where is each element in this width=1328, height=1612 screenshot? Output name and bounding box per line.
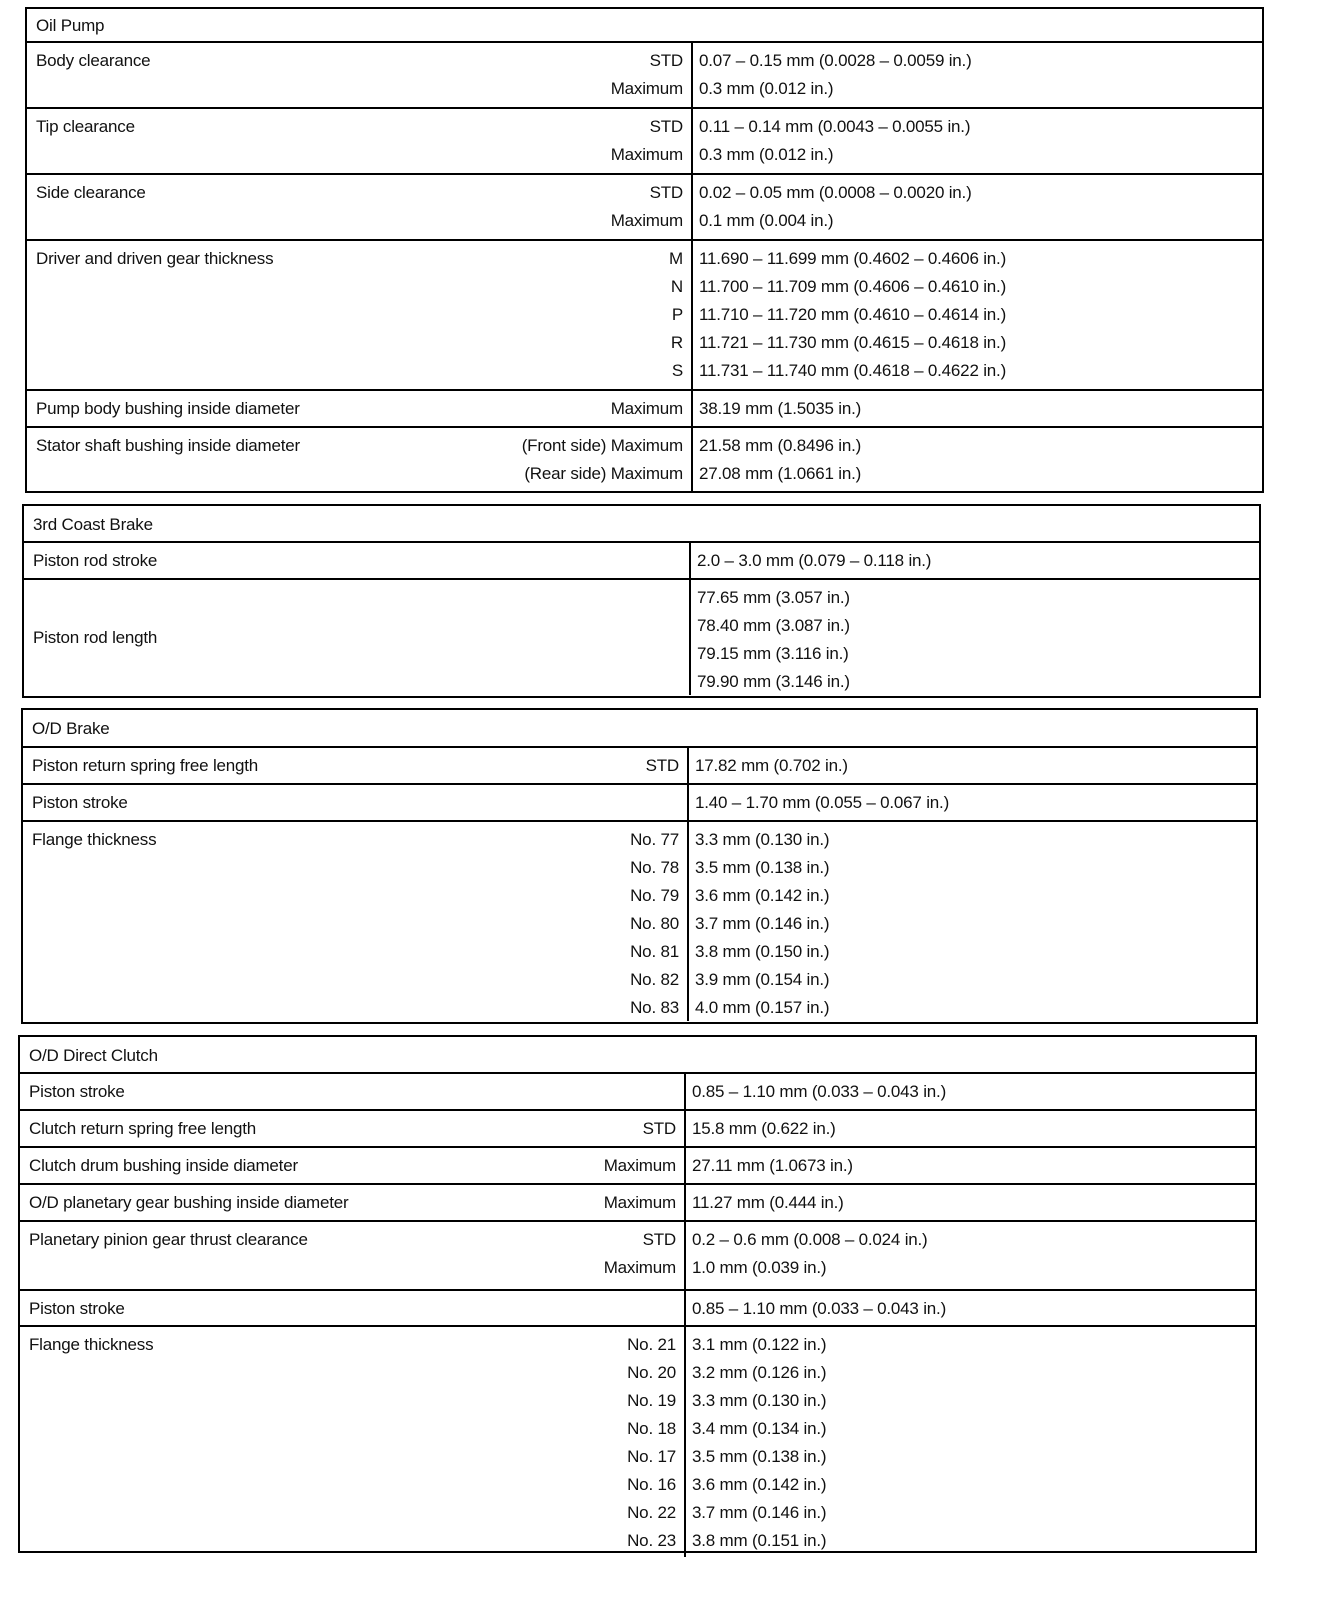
qualifier: STD [649,51,683,70]
table-row [27,391,1262,428]
spec-value: 3.7 mm (0.146 in.) [695,914,830,933]
qualifier: Maximum [603,1258,676,1277]
item-label: Piston return spring free length [32,756,259,775]
item-label: Clutch return spring free length [29,1119,257,1138]
qualifier: No. 82 [630,970,679,989]
item-label: Side clearance [36,183,146,202]
spec-value: 0.11 – 0.14 mm (0.0043 – 0.0055 in.) [699,117,971,136]
qualifier: STD [642,1230,676,1249]
spec-value: 11.710 – 11.720 mm (0.4610 – 0.4614 in.) [699,305,1007,324]
spec-value: 0.1 mm (0.004 in.) [699,211,834,230]
spec-value: 2.0 – 3.0 mm (0.079 – 0.118 in.) [697,551,932,570]
spec-value: 3.5 mm (0.138 in.) [692,1447,827,1466]
item-label: Flange thickness [32,830,157,849]
spec-value: 11.700 – 11.709 mm (0.4606 – 0.4610 in.) [699,277,1007,296]
spec-value: 3.9 mm (0.154 in.) [695,970,830,989]
item-label: Flange thickness [29,1335,154,1354]
spec-value: 78.40 mm (3.087 in.) [697,616,850,635]
od-brake-table [21,708,1258,1024]
qualifier: No. 20 [627,1363,676,1382]
spec-value: 11.27 mm (0.444 in.) [692,1193,844,1212]
od-direct-clutch-table [18,1035,1257,1553]
qualifier: No. 22 [627,1503,676,1522]
qualifier: S [671,361,683,380]
qualifier: No. 18 [627,1419,676,1438]
table-row [27,241,1262,391]
table-row [20,1222,1255,1291]
spec-value: 0.2 – 0.6 mm (0.008 – 0.024 in.) [692,1230,928,1249]
section-title: O/D Direct Clutch [20,1037,1255,1074]
qualifier: No. 83 [630,998,679,1017]
spec-value: 0.07 – 0.15 mm (0.0028 – 0.0059 in.) [699,51,972,70]
qualifier: N [670,277,683,296]
qualifier: No. 79 [630,886,679,905]
spec-value: 0.85 – 1.10 mm (0.033 – 0.043 in.) [692,1082,947,1101]
table-row [20,1148,1255,1185]
qualifier: No. 23 [627,1531,676,1550]
item-label: Stator shaft bushing inside diameter [36,436,301,455]
spec-value: 15.8 mm (0.622 in.) [692,1119,836,1138]
spec-value: 1.40 – 1.70 mm (0.055 – 0.067 in.) [695,793,950,812]
spec-value: 3.6 mm (0.142 in.) [695,886,830,905]
spec-value: 3.7 mm (0.146 in.) [692,1503,827,1522]
qualifier: No. 81 [630,942,679,961]
section-title: O/D Brake [23,710,1256,748]
qualifier: Maximum [610,211,683,230]
item-label: Tip clearance [36,117,135,136]
table-row [24,543,1259,580]
spec-value: 27.11 mm (1.0673 in.) [692,1156,853,1175]
qualifier: Maximum [610,145,683,164]
oil-pump-table [25,7,1264,493]
item-label: Piston rod length [33,628,158,647]
spec-value: 3.6 mm (0.142 in.) [692,1475,827,1494]
spec-value: 11.721 – 11.730 mm (0.4615 – 0.4618 in.) [699,333,1007,352]
spec-value: 11.690 – 11.699 mm (0.4602 – 0.4606 in.) [699,249,1007,268]
spec-value: 11.731 – 11.740 mm (0.4618 – 0.4622 in.) [699,361,1007,380]
spec-value: 0.85 – 1.10 mm (0.033 – 0.043 in.) [692,1299,947,1318]
qualifier: STD [649,183,683,202]
item-label: Pump body bushing inside diameter [36,399,300,418]
item-label: Piston stroke [32,793,128,812]
qualifier: (Front side) Maximum [521,436,683,455]
table-row [20,1074,1255,1111]
qualifier: Maximum [610,79,683,98]
spec-value: 17.82 mm (0.702 in.) [695,756,848,775]
table-row [20,1327,1255,1557]
table-row [24,580,1259,695]
table-row [20,1111,1255,1148]
table-row [27,43,1262,109]
qualifier: No. 80 [630,914,679,933]
qualifier: No. 16 [627,1475,676,1494]
spec-value: 3.8 mm (0.150 in.) [695,942,830,961]
spec-value: 3.2 mm (0.126 in.) [692,1363,827,1382]
item-label: Piston stroke [29,1299,125,1318]
item-label: Planetary pinion gear thrust clearance [29,1230,308,1249]
qualifier: P [671,305,683,324]
spec-value: 3.5 mm (0.138 in.) [695,858,830,877]
qualifier: Maximum [610,399,683,418]
table-row [23,822,1256,1021]
spec-value: 27.08 mm (1.0661 in.) [699,464,862,483]
spec-value: 3.3 mm (0.130 in.) [692,1391,827,1410]
spec-value: 0.3 mm (0.012 in.) [699,79,834,98]
qualifier: M [669,249,683,268]
qualifier: R [670,333,683,352]
table-row [27,175,1262,241]
table-row [23,785,1256,822]
item-label: Driver and driven gear thickness [36,249,274,268]
3rd-coast-brake-table [22,504,1261,698]
item-label: Piston stroke [29,1082,125,1101]
item-label: Body clearance [36,51,151,70]
table-row [20,1185,1255,1222]
spec-value: 3.3 mm (0.130 in.) [695,830,830,849]
item-label: Clutch drum bushing inside diameter [29,1156,298,1175]
table-row [27,109,1262,175]
spec-value: 38.19 mm (1.5035 in.) [699,399,862,418]
table-row [23,748,1256,785]
qualifier: STD [649,117,683,136]
section-title: Oil Pump [27,9,1262,43]
spec-value: 4.0 mm (0.157 in.) [695,998,830,1017]
spec-value: 1.0 mm (0.039 in.) [692,1258,827,1277]
spec-value: 21.58 mm (0.8496 in.) [699,436,862,455]
spec-value: 3.4 mm (0.134 in.) [692,1419,827,1438]
item-label: Piston rod stroke [33,551,158,570]
qualifier: STD [645,756,679,775]
qualifier: STD [642,1119,676,1138]
qualifier: No. 77 [630,830,679,849]
qualifier: Maximum [603,1156,676,1175]
qualifier: No. 78 [630,858,679,877]
qualifier: No. 17 [627,1447,676,1466]
section-title: 3rd Coast Brake [24,506,1259,543]
qualifier: No. 19 [627,1391,676,1410]
item-label: O/D planetary gear bushing inside diameter [29,1193,349,1212]
spec-value: 0.3 mm (0.012 in.) [699,145,834,164]
table-row [20,1291,1255,1327]
spec-value: 3.8 mm (0.151 in.) [692,1531,827,1550]
spec-value: 0.02 – 0.05 mm (0.0008 – 0.0020 in.) [699,183,972,202]
spec-value: 77.65 mm (3.057 in.) [697,588,850,607]
qualifier: No. 21 [627,1335,676,1354]
qualifier: (Rear side) Maximum [524,464,683,483]
spec-value: 3.1 mm (0.122 in.) [692,1335,827,1354]
qualifier: Maximum [603,1193,676,1212]
spec-value: 79.15 mm (3.116 in.) [697,644,849,663]
spec-value: 79.90 mm (3.146 in.) [697,672,850,691]
table-row [27,428,1262,492]
